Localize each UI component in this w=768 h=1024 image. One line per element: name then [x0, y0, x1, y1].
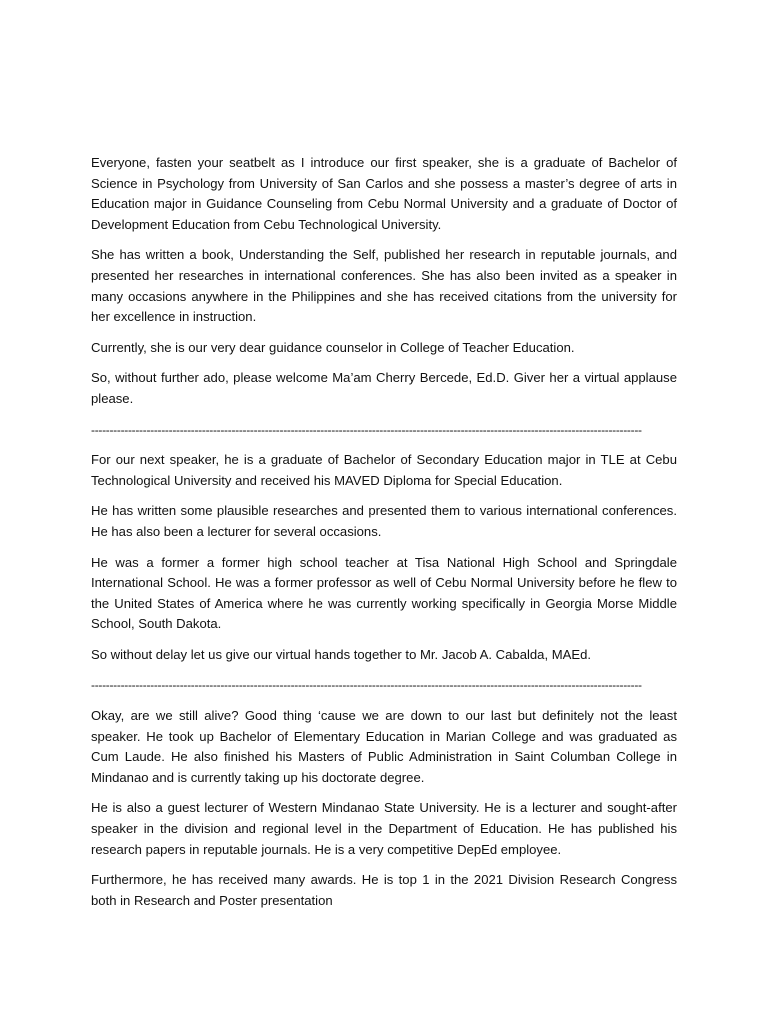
section-separator-2: -----------------------------------------------------------------------------------------------------------------------------------------------------: [91, 678, 642, 693]
speaker2-welcome-paragraph: So without delay let us give our virtual hands together to Mr. Jacob A. Cabalda, MAEd.: [91, 646, 592, 662]
document-page: [91, 153, 677, 921]
speaker3-works-paragraph: He is also a guest lecturer of Western Mindanao State University. He is a lecturer and sought-after speaker in the division and regional level in the Department of Education. He has published his research papers in reputable journals. He is a very competitive DepEd employee.: [91, 800, 677, 857]
speaker2-intro-paragraph: For our next speaker, he is a graduate of Bachelor of Secondary Education major in TLE at Cebu Technological University and received his MAVED Diploma for Special Education.: [91, 452, 677, 488]
speaker1-intro-paragraph: Everyone, fasten your seatbelt as I introduce our first speaker, she is a graduate of Bachelor of Science in Psychology from University of San Carlos and she possess a master’s degree of arts in Education major in Guidance Counseling from Cebu Normal University and a graduate of Doctor of Development Education from Cebu Technological University.: [91, 155, 677, 232]
section-separator-1: -----------------------------------------------------------------------------------------------------------------------------------------------------: [91, 422, 642, 437]
speaker3-awards-paragraph: Furthermore, he has received many awards. He is top 1 in the 2021 Division Research Congress both in Research and Poster presentation: [91, 872, 677, 908]
speaker2-career-paragraph: He was a former a former high school teacher at Tisa National High School and Springdale International School. He was a former professor as well of Cebu Normal University before he flew to the United States of America where he was currently working specifically in Georgia Morse Middle School, South Dakota.: [91, 554, 677, 632]
speaker1-welcome-paragraph: So, without further ado, please welcome Ma’am Cherry Bercede, Ed.D. Giver her a virtual applause please.: [91, 370, 677, 406]
speaker2-works-paragraph: He has written some plausible researches and presented them to various international conferences. He has also been a lecturer for several occasions.: [91, 503, 677, 539]
speaker1-works-paragraph: She has written a book, Understanding the Self, published her research in reputable journals, and presented her researches in international conferences. She has also been invited as a speaker in many occasions anywhere in the Philippines and she has received citations from the university for her excellence in instruction.: [91, 247, 677, 325]
speaker1-current-role-paragraph: Currently, she is our very dear guidance counselor in College of Teacher Education.: [91, 339, 575, 355]
speaker3-intro-paragraph: Okay, are we still alive? Good thing ‘cause we are down to our last but definitely not the least speaker. He took up Bachelor of Elementary Education in Marian College and was graduated as Cum Laude. He also finished his Masters of Public Administration in Saint Columban College in Mindanao and is currently taking up his doctorate degree.: [91, 708, 677, 785]
